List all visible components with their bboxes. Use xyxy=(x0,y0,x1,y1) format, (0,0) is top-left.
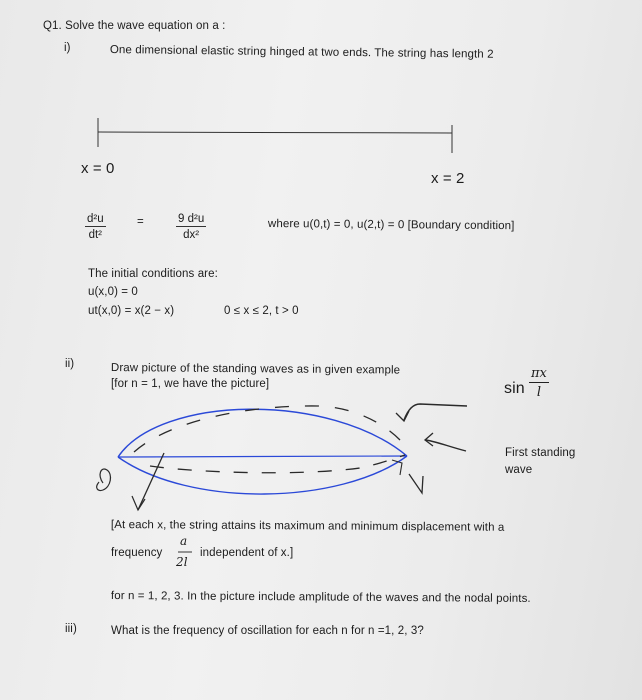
left-node-loop xyxy=(97,469,111,491)
frequency-label: frequency xyxy=(111,547,163,559)
frequency-denominator: 2l xyxy=(176,555,188,569)
sin-numerator: πx xyxy=(531,366,547,381)
initial-condition-displacement: u(x,0) = 0 xyxy=(88,286,138,298)
part2-line2: [for n = 1, we have the picture] xyxy=(111,378,270,390)
equation-equals: = xyxy=(137,216,144,228)
part3-text: What is the frequency of oscillation for each n for n =1, 2, 3? xyxy=(111,625,424,637)
wave-annotation-line2: wave xyxy=(505,464,533,476)
wave-lower-curve xyxy=(118,456,407,494)
amplitude-arrow-upper xyxy=(404,404,467,420)
part1-label: i) xyxy=(64,42,71,54)
lhs-denominator: dt² xyxy=(88,229,103,241)
left-node-marker xyxy=(138,453,164,510)
part2-label: ii) xyxy=(65,358,75,370)
note-line2-rest: independent of x.] xyxy=(200,547,294,559)
right-endpoint-label: x = 2 xyxy=(431,170,465,187)
rhs-denominator: dx² xyxy=(183,229,200,241)
boundary-condition: where u(0,t) = 0, u(2,t) = 0 [Boundary condition] xyxy=(267,218,515,233)
frequency-numerator: a xyxy=(180,534,188,548)
question-title: Q1. Solve the wave equation on a : xyxy=(43,20,226,32)
domain-range: 0 ≤ x ≤ 2, t > 0 xyxy=(224,305,299,317)
initial-condition-velocity: ut(x,0) = x(2 − x) xyxy=(88,305,175,317)
right-node-marker xyxy=(409,474,423,493)
sin-denominator: l xyxy=(536,385,542,400)
dashed-lower-line xyxy=(150,455,405,473)
initial-conditions-heading: The initial conditions are: xyxy=(88,268,218,280)
part2-task: for n = 1, 2, 3. In the picture include amplitude of the waves and the nodal points. xyxy=(110,590,531,605)
part3-label: iii) xyxy=(65,623,77,635)
note-line1: [At each x, the string attains its maximum and minimum displacement with a xyxy=(110,519,505,534)
rhs-numerator: 9 d²u xyxy=(178,213,205,225)
sin-function-label: sin xyxy=(504,380,525,397)
amplitude-arrow-lower-head xyxy=(425,433,433,446)
left-endpoint-label: x = 0 xyxy=(81,160,115,177)
lhs-numerator: d²u xyxy=(87,213,104,225)
wave-annotation-line1: First standing xyxy=(505,447,576,459)
part1-text: One dimensional elastic string hinged at two ends. The string has length 2 xyxy=(109,44,494,61)
equilibrium-line xyxy=(118,456,407,457)
part2-line1: Draw picture of the standing waves as in given example xyxy=(110,362,401,377)
